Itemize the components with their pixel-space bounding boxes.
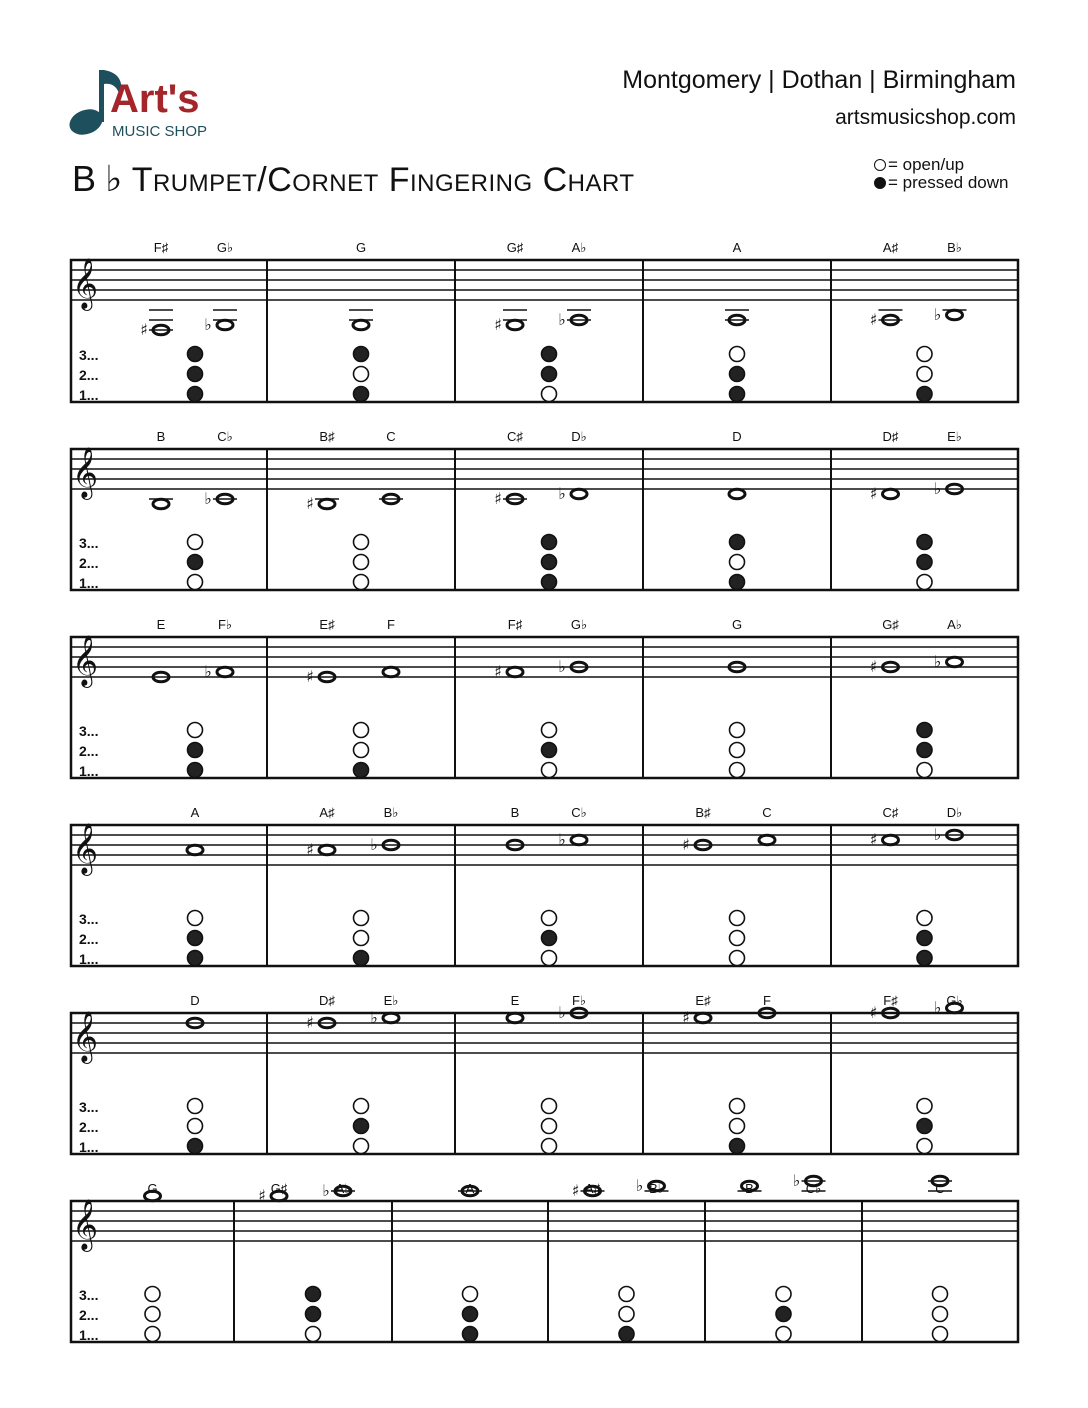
valve-open <box>917 575 932 590</box>
valve-pressed <box>917 387 932 402</box>
sharp-icon: ♯ <box>869 657 878 676</box>
valve-open <box>354 911 369 926</box>
row-box <box>71 1201 1018 1342</box>
sharp-icon: ♯ <box>306 1013 314 1032</box>
treble-clef-icon: 𝄞 <box>72 258 99 309</box>
valve-pressed <box>188 367 203 382</box>
valve-open <box>354 743 369 758</box>
note-name: B♭ <box>649 1181 664 1196</box>
flat-icon: ♭ <box>792 1171 801 1190</box>
whole-note <box>947 310 963 320</box>
valve-open <box>730 1119 745 1134</box>
flat-icon: ♭ <box>558 1003 566 1022</box>
valve-open <box>730 763 745 778</box>
valve-open <box>354 1099 369 1114</box>
note-name: G♯ <box>506 240 524 255</box>
note-name: E <box>510 993 520 1008</box>
note-name: G♭ <box>216 240 234 255</box>
valve-open <box>619 1307 634 1322</box>
valve-open <box>354 535 369 550</box>
whole-note <box>153 499 169 509</box>
valve-open <box>354 575 369 590</box>
valve-label: 3... <box>79 911 99 927</box>
sharp-icon: ♯ <box>869 830 878 849</box>
valve-pressed <box>188 1139 203 1154</box>
store-locations: Montgomery | Dothan | Birmingham <box>622 66 1016 94</box>
valve-pressed <box>730 1139 745 1154</box>
valve-pressed <box>917 951 932 966</box>
valve-open <box>145 1327 160 1342</box>
valve-label: 2... <box>79 367 99 383</box>
valve-open <box>933 1307 948 1322</box>
note-name: B <box>745 1181 754 1196</box>
note-name: G♭ <box>946 993 963 1008</box>
valve-pressed <box>188 555 203 570</box>
sharp-icon: ♯ <box>869 484 878 503</box>
note-name: B <box>510 805 520 820</box>
flat-icon: ♭ <box>933 652 942 671</box>
valve-pressed <box>188 347 203 362</box>
valve-open <box>188 1119 203 1134</box>
note-name: C♯ <box>507 429 523 444</box>
note-name: G♯ <box>270 1181 288 1196</box>
valve-pressed <box>306 1307 321 1322</box>
flat-icon: ♭ <box>558 310 566 329</box>
whole-note <box>759 835 775 845</box>
valve-open <box>917 1139 932 1154</box>
note-name: A♭ <box>571 240 587 255</box>
valve-pressed <box>917 931 932 946</box>
valve-pressed <box>917 743 932 758</box>
flat-icon: ♭ <box>635 1176 644 1195</box>
valve-pressed <box>542 367 557 382</box>
valve-open <box>917 911 932 926</box>
note-name: C♭ <box>571 805 587 820</box>
note-name: D <box>732 429 742 444</box>
valve-pressed <box>188 763 203 778</box>
valve-open <box>619 1287 634 1302</box>
valve-open <box>188 1099 203 1114</box>
note-name: E♯ <box>319 617 335 632</box>
sharp-icon: ♯ <box>869 1003 878 1022</box>
note-name: E♭ <box>383 993 399 1008</box>
valve-pressed <box>188 743 203 758</box>
note-name: F <box>763 993 771 1008</box>
logo-subtitle: MUSIC SHOP <box>112 123 208 140</box>
valve-label: 1... <box>79 387 99 403</box>
valve-label: 3... <box>79 1099 99 1115</box>
whole-note <box>729 489 745 499</box>
valve-label: 1... <box>79 1139 99 1155</box>
valve-open <box>933 1327 948 1342</box>
sharp-icon: ♯ <box>258 1186 266 1205</box>
store-url[interactable]: artsmusicshop.com <box>835 106 1016 129</box>
valve-label: 3... <box>79 347 99 363</box>
whole-note <box>319 845 335 855</box>
valve-pressed <box>542 743 557 758</box>
valve-pressed <box>542 575 557 590</box>
sharp-icon: ♯ <box>494 315 502 334</box>
valve-open <box>730 743 745 758</box>
valve-pressed <box>542 555 557 570</box>
valve-open <box>188 723 203 738</box>
note-name: D♭ <box>571 429 587 444</box>
valve-open <box>730 723 745 738</box>
valve-pressed <box>917 535 932 550</box>
valve-label: 1... <box>79 951 99 967</box>
note-name: B <box>156 429 166 444</box>
note-name: D♯ <box>882 429 899 444</box>
flat-icon: ♭ <box>933 305 942 324</box>
valve-open <box>730 911 745 926</box>
valve-pressed <box>917 1119 932 1134</box>
valve-pressed <box>730 575 745 590</box>
valve-label: 1... <box>79 763 99 779</box>
note-name: B♯ <box>319 429 335 444</box>
valve-open <box>776 1287 791 1302</box>
valve-open <box>542 387 557 402</box>
note-name: G <box>731 617 743 632</box>
valve-open <box>542 1139 557 1154</box>
note-name: C <box>762 805 772 820</box>
valve-pressed <box>463 1307 478 1322</box>
valve-pressed <box>730 387 745 402</box>
valve-pressed <box>354 763 369 778</box>
sharp-icon: ♯ <box>306 494 314 513</box>
flat-icon: ♭ <box>370 1008 378 1027</box>
note-name: D♯ <box>319 993 335 1008</box>
valve-label: 1... <box>79 1327 99 1343</box>
valve-open <box>730 931 745 946</box>
valve-open <box>730 347 745 362</box>
note-name: G <box>147 1181 158 1196</box>
valve-open <box>354 555 369 570</box>
valve-open <box>542 1099 557 1114</box>
valve-pressed <box>917 723 932 738</box>
note-name: F♭ <box>217 617 233 632</box>
whole-note <box>217 667 233 677</box>
valve-open <box>354 931 369 946</box>
note-name: C♭ <box>805 1181 822 1196</box>
valve-open <box>188 911 203 926</box>
treble-clef-icon: 𝄞 <box>72 1011 99 1062</box>
note-name: F♭ <box>571 993 587 1008</box>
valve-open <box>917 367 932 382</box>
note-name: E <box>156 617 166 632</box>
valve-open <box>542 723 557 738</box>
sharp-icon: ♯ <box>494 662 502 681</box>
valve-pressed <box>188 387 203 402</box>
note-name: D <box>190 993 200 1008</box>
flat-icon: ♭ <box>933 825 942 844</box>
note-name: A♭ <box>335 1181 351 1196</box>
flat-icon: ♭ <box>558 484 566 503</box>
valve-open <box>917 347 932 362</box>
treble-clef-icon: 𝄞 <box>72 447 99 498</box>
flat-icon: ♭ <box>204 315 212 334</box>
valve-label: 3... <box>79 1287 99 1303</box>
logo-name: Art's <box>110 77 200 121</box>
whole-note <box>507 1013 523 1023</box>
legend-pressed-label: = pressed down <box>888 173 1009 192</box>
valve-label: 1... <box>79 575 99 591</box>
valve-open <box>917 763 932 778</box>
valve-pressed <box>542 535 557 550</box>
whole-note <box>883 489 899 499</box>
note-name: A♭ <box>947 617 962 632</box>
valve-pressed <box>354 387 369 402</box>
note-name: E♯ <box>695 993 711 1008</box>
note-name: F <box>387 617 395 632</box>
whole-note <box>507 320 523 330</box>
valve-open <box>730 555 745 570</box>
valve-pressed <box>463 1327 478 1342</box>
sharp-icon: ♯ <box>306 667 314 686</box>
sharp-icon: ♯ <box>494 489 502 508</box>
title-key: B <box>72 158 97 199</box>
sharp-icon: ♯ <box>571 1181 580 1200</box>
note-name: C♭ <box>217 429 233 444</box>
note-name: B♭ <box>947 240 962 255</box>
flat-icon: ♭ <box>370 835 378 854</box>
whole-note <box>947 1003 963 1013</box>
legend-open-label: = open/up <box>888 155 965 174</box>
note-name: A♯ <box>319 805 335 820</box>
valve-open <box>917 1099 932 1114</box>
note-name: D♭ <box>946 805 963 820</box>
valve-pressed <box>917 555 932 570</box>
valve-open <box>188 575 203 590</box>
whole-note <box>383 667 399 677</box>
valve-label: 2... <box>79 743 99 759</box>
valve-pressed <box>354 1119 369 1134</box>
valve-pressed <box>776 1307 791 1322</box>
flat-icon: ♭ <box>933 479 942 498</box>
flat-icon: ♭ <box>558 657 566 676</box>
valve-open <box>354 367 369 382</box>
sharp-icon: ♯ <box>140 320 148 339</box>
note-name: A♯ <box>882 240 899 255</box>
note-name: C <box>935 1181 945 1196</box>
whole-note <box>319 499 335 509</box>
note-name: A <box>190 805 200 820</box>
valve-label: 3... <box>79 535 99 551</box>
valve-pressed <box>619 1327 634 1342</box>
whole-note <box>145 1191 161 1201</box>
whole-note <box>883 835 899 845</box>
valve-label: 2... <box>79 1119 99 1135</box>
valve-open <box>542 951 557 966</box>
note-name: B♯ <box>695 805 711 820</box>
valve-label: 2... <box>79 555 99 571</box>
flat-icon: ♭ <box>322 1181 330 1200</box>
valve-label: 3... <box>79 723 99 739</box>
valve-open <box>933 1287 948 1302</box>
valve-open <box>354 1139 369 1154</box>
whole-note <box>571 835 587 845</box>
whole-note <box>187 845 203 855</box>
sharp-icon: ♯ <box>869 310 878 329</box>
valve-open <box>730 1099 745 1114</box>
whole-note <box>571 489 587 499</box>
note-name: G♯ <box>882 617 899 632</box>
treble-clef-icon: 𝄞 <box>72 823 99 874</box>
sharp-icon: ♯ <box>682 835 690 854</box>
flat-symbol: ♭ <box>105 158 123 199</box>
valve-open <box>542 763 557 778</box>
note-name: G <box>355 240 367 255</box>
valve-pressed <box>542 347 557 362</box>
sharp-icon: ♯ <box>682 1008 690 1027</box>
valve-open <box>354 723 369 738</box>
note-name: F♯ <box>507 617 523 632</box>
whole-note <box>507 667 523 677</box>
note-name: A <box>732 240 742 255</box>
valve-open <box>145 1307 160 1322</box>
flat-icon: ♭ <box>558 830 566 849</box>
valve-open <box>776 1327 791 1342</box>
sharp-icon: ♯ <box>306 840 314 859</box>
title-text: Trumpet/Cornet Fingering Chart <box>131 161 635 199</box>
whole-note <box>947 657 963 667</box>
valve-open <box>463 1287 478 1302</box>
valve-open <box>306 1327 321 1342</box>
flat-icon: ♭ <box>204 662 212 681</box>
valve-open <box>542 1119 557 1134</box>
valve-label: 2... <box>79 931 99 947</box>
valve-pressed <box>354 951 369 966</box>
note-name: B♭ <box>383 805 399 820</box>
valve-open <box>542 911 557 926</box>
note-name: F♯ <box>153 240 169 255</box>
whole-note <box>383 1013 399 1023</box>
valve-pressed <box>542 931 557 946</box>
flat-icon: ♭ <box>933 998 942 1017</box>
valve-pressed <box>730 535 745 550</box>
whole-note <box>353 320 369 330</box>
note-name: A♯ <box>584 1181 601 1196</box>
note-name: G♭ <box>570 617 588 632</box>
valve-pressed <box>354 347 369 362</box>
valve-open <box>730 951 745 966</box>
valve-pressed <box>188 951 203 966</box>
valve-label: 2... <box>79 1307 99 1323</box>
note-name: A <box>465 1181 475 1196</box>
valve-open <box>145 1287 160 1302</box>
whole-note <box>217 320 233 330</box>
flat-icon: ♭ <box>204 489 212 508</box>
note-name: C♯ <box>882 805 899 820</box>
whole-note <box>695 1013 711 1023</box>
whole-note <box>271 1191 287 1201</box>
treble-clef-icon: 𝄞 <box>72 635 99 686</box>
valve-pressed <box>188 931 203 946</box>
valve-pressed <box>730 367 745 382</box>
treble-clef-icon: 𝄞 <box>72 1199 99 1250</box>
valve-pressed <box>306 1287 321 1302</box>
valve-open <box>188 535 203 550</box>
note-name: E♭ <box>947 429 962 444</box>
note-name: C <box>386 429 396 444</box>
note-name: F♯ <box>883 993 898 1008</box>
